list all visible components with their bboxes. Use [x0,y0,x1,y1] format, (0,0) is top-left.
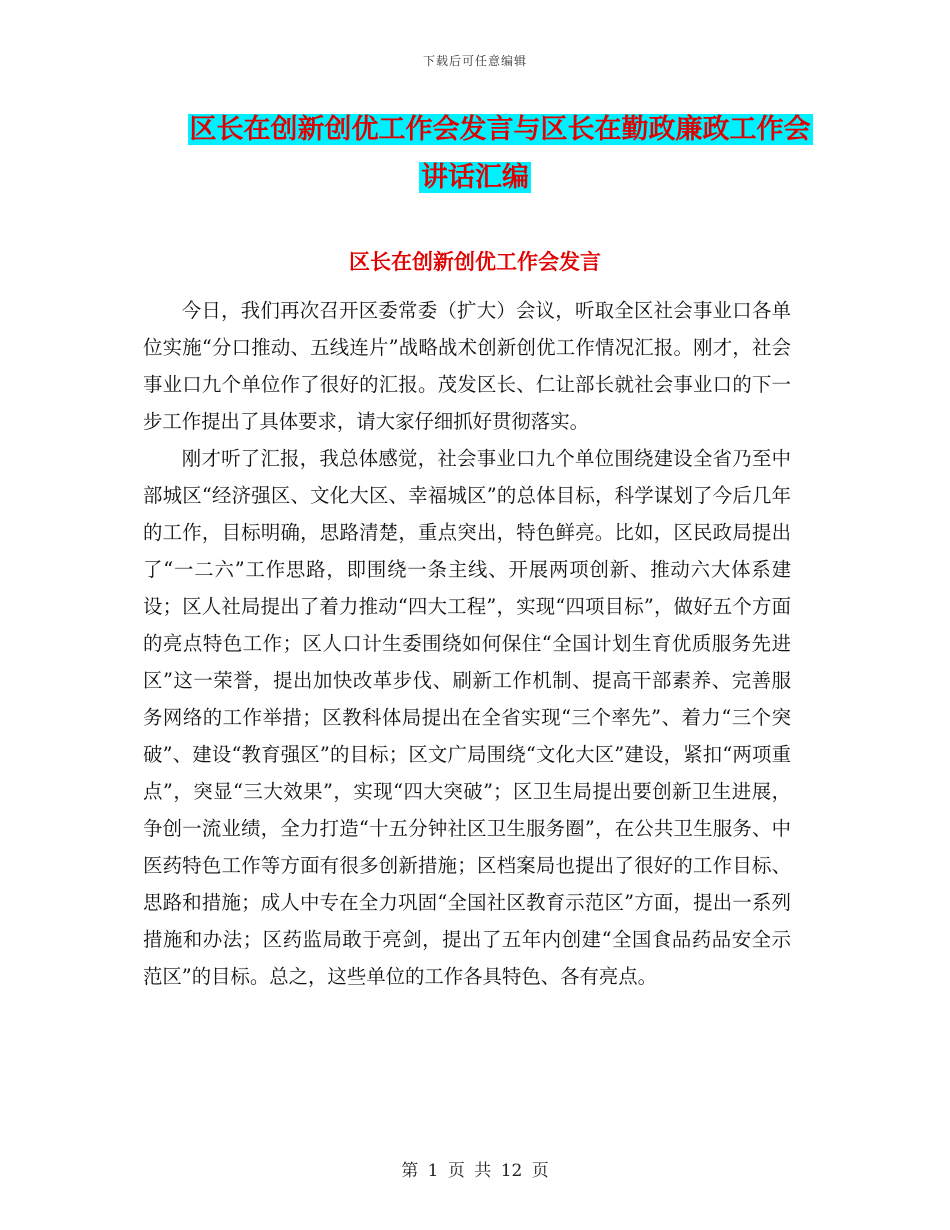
page-header-note: 下载后可任意编辑 [422,54,527,68]
paragraph-1: 今日，我们再次召开区委常委（扩大）会议，听取全区社会事业口各单位实施“分口推动、五线连片”战略战术创新创优工作情况汇报。刚才，社会事业口九个单位作了很好的汇报。茂发区长、仁让部长就社会事业口的下一步工作提出了具体要求，请大家仔细抓好贯彻落实。 [143,299,791,433]
document-title-line-2: 讲话汇编 [421,162,529,193]
paragraph-2: 刚才听了汇报，我总体感觉，社会事业口九个单位围绕建设全省乃至中部城区“经济强区、文化大区、幸福城区”的总体目标，科学谋划了今后几年的工作，目标明确，思路清楚，重点突出，特色鲜亮。比如，区民政局提出了“一二六”工作思路，即围绕一条主线、开展两项创新、推动六大体系建设；区人社局提出了着力推动“四大工程”，实现“四项目标”，做好五个方面的亮点特色工作；区人口计生委围绕如何保住“全国计划生育优质服务先进区”这一荣誉，提出加快改革步伐、刷新工作机制、提高干部素养、完善服务网络的工作举措；区教科体局提出在全省实现“三个率先”、着力“三个突破”、建设“教育强区”的目标；区文广局围绕“文化大区”建设，紧扣“两项重点”，突显“三大效果”，实现“四大突破”；区卫生局提出要创新卫生进展，争创一流业绩，全力打造“十五分钟社区卫生服务圈”，在公共卫生服务、中医药特色工作等方面有很多创新措施；区档案局也提出了很好的工作目标、思路和措施；成人中专在全力巩固“全国社区教育示范区”方面，提出一系列措施和办法；区药监局敢于亮剑，提出了五年内创建“全国食品药品安全示范区”的目标。总之，这些单位的工作各具特色、各有亮点。 [143,447,791,988]
document-title-line-1: 区长在创新创优工作会发言与区长在勤政廉政工作会 [189,114,811,145]
document-body [143,292,791,995]
document-title [0,106,950,202]
page-number: 第 1 页 共 12 页 [401,1161,549,1181]
section-heading: 区长在创新创优工作会发言 [349,250,601,274]
